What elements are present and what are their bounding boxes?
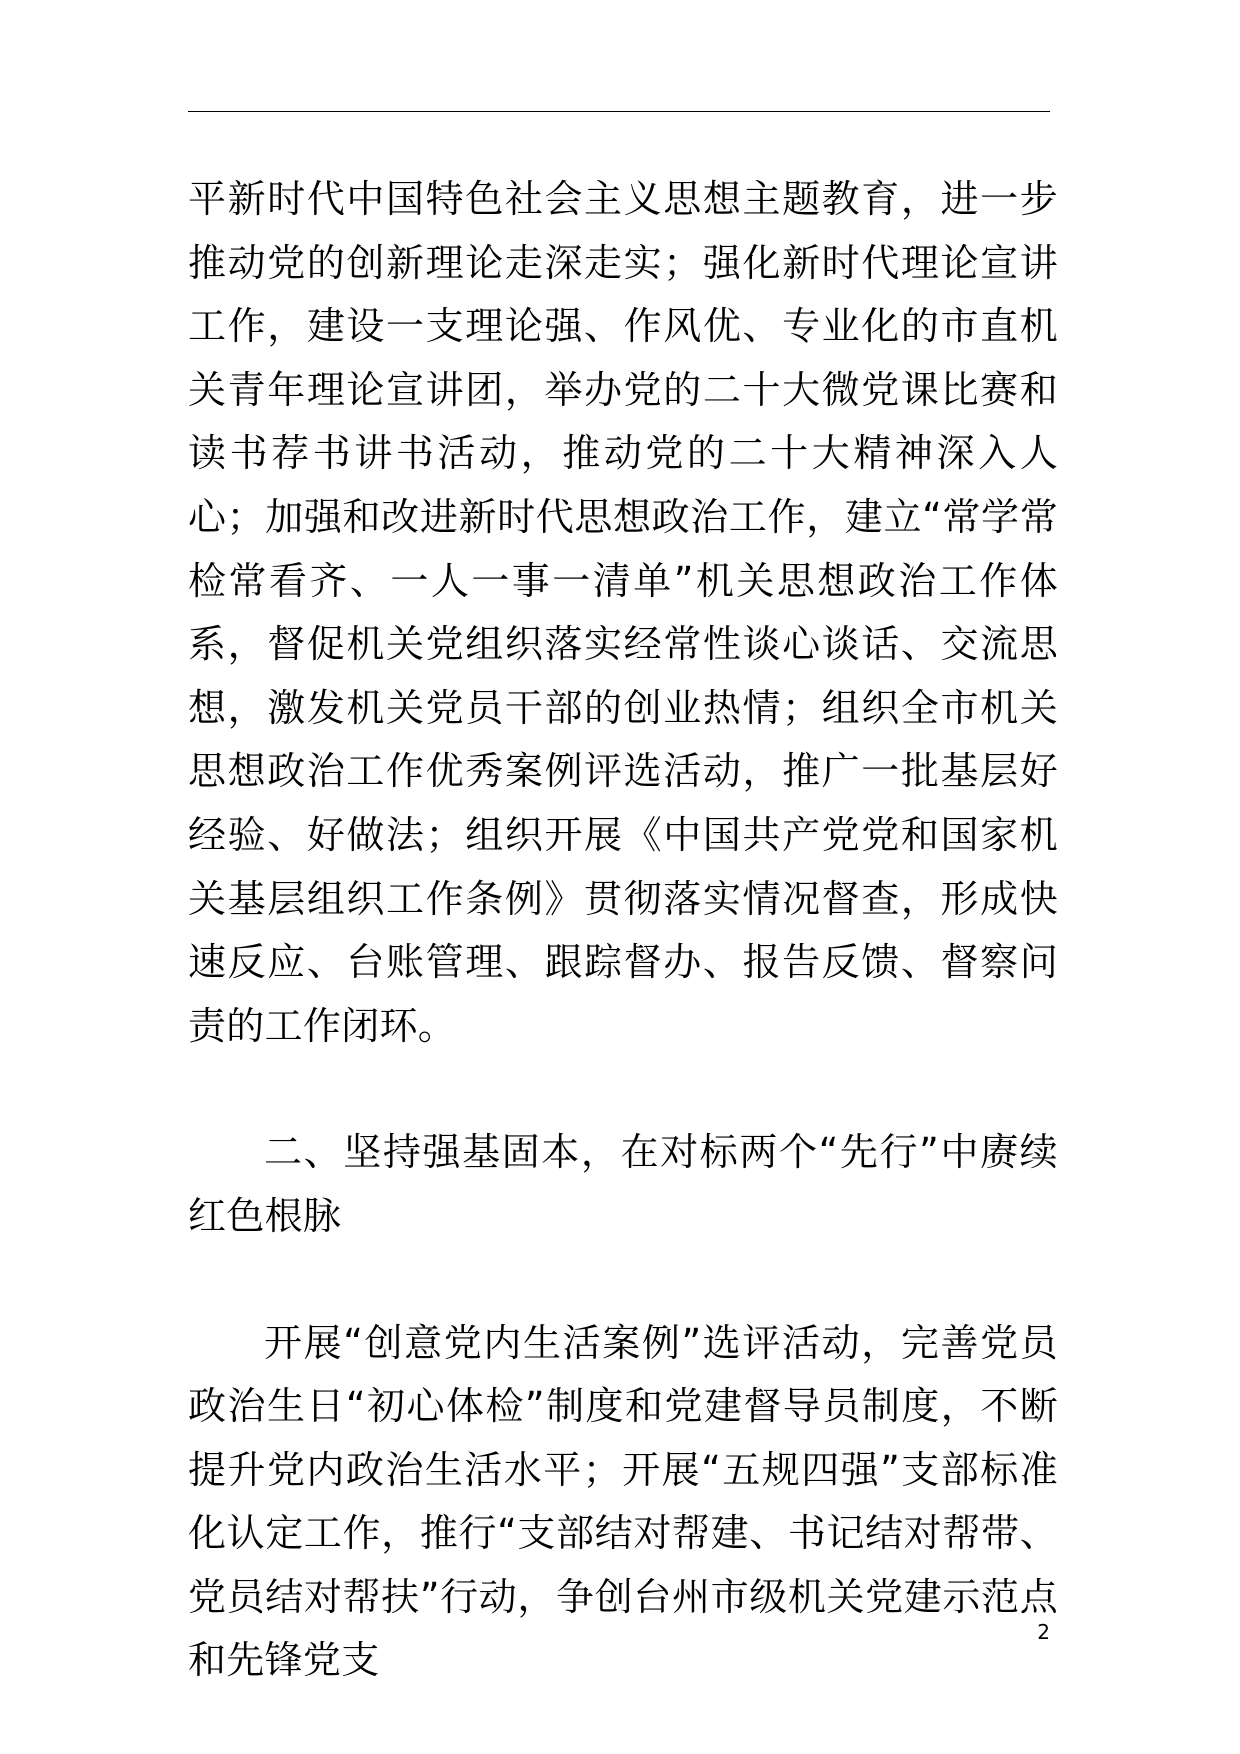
section-heading-2: 二、坚持强基固本，在对标两个“先行”中赓续红色根脉 bbox=[188, 1130, 1058, 1238]
body-paragraph-2: 开展“创意党内生活案例”选评活动，完善党员政治生日“初心体检”制度和党建督导员制度，不断提升党内政治生活水平；开展“五规四强”支部标准化认定工作，推行“支部结对帮建、书记结对帮带、党员结对帮扶”行动，争创台州市级机关党建示范点和先锋党支 bbox=[188, 1320, 1058, 1683]
header-rule bbox=[188, 111, 1050, 112]
page-number: 2 bbox=[1037, 1620, 1050, 1644]
body-paragraph-1: 平新时代中国特色社会主义思想主题教育，进一步推动党的创新理论走深走实；强化新时代理论宣讲工作，建设一支理论强、作风优、专业化的市直机关青年理论宣讲团，举办党的二十大微党课比赛和读书荐书讲书活动，推动党的二十大精神深入人心；加强和改进新时代思想政治工作，建立“常学常检常看齐、一人一事一清单”机关思想政治工作体系，督促机关党组织落实经常性谈心谈话、交流思想，激发机关党员干部的创业热情；组织全市机关思想政治工作优秀案例评选活动，推广一批基层好经验、好做法；组织开展《中国共产党党和国家机关基层组织工作条例》贯彻落实情况督查，形成快速反应、台账管理、跟踪督办、报告反馈、督察问责的工作闭环。 bbox=[188, 177, 1058, 1048]
document-body bbox=[188, 168, 1058, 1693]
paragraph-spacer bbox=[188, 1249, 1058, 1312]
paragraph-spacer bbox=[188, 1058, 1058, 1121]
